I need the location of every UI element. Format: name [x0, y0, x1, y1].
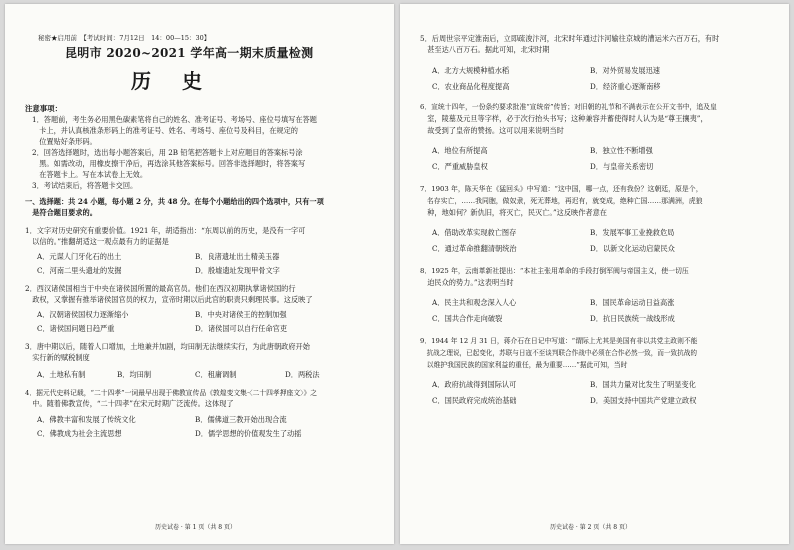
- question-9-stem: 9．1944 年 12 月 31 日，蒋介石在日记中写道：“谓际上尤其是美国有非以共党主政则不能: [420, 337, 698, 345]
- q8-option-a[interactable]: A．民主共和观念深入人心: [432, 298, 517, 307]
- q3-option-c[interactable]: C．租庸调制: [195, 370, 237, 379]
- question-9-stem: 抗战之理说，已起变化，苏联与日寇不至谈判联合作战中必须在合作必然一致，而一致抗战的: [420, 349, 697, 357]
- exam-page-right: [400, 4, 789, 544]
- q2-option-b[interactable]: B．中央对诸侯王的控制加强: [195, 310, 287, 319]
- question-3-stem: 3．唐中期以后，随着人口增加，土地兼并加剧，均田制无法继续实行，为此唐朝政府开始: [25, 342, 310, 351]
- q6-option-b[interactable]: B．独立性不断增强: [590, 146, 653, 155]
- q3-option-d[interactable]: D．两税法: [285, 370, 320, 379]
- q4-option-d[interactable]: D．儒学思想的价值观发生了动摇: [195, 429, 302, 438]
- q6-option-d[interactable]: D．与皇帝关系密切: [590, 162, 654, 171]
- exam-title: 昆明市 2020~2021 学年高一期末质量检测: [65, 46, 314, 60]
- page-footer: 历史试卷 · 第 2 页（共 8 页）: [550, 524, 631, 531]
- question-6-stem: 6．宣统十四年，一份条约要求批准“宣统帝”传旨；对旧朝的礼节和不满表示在公开文书中，追及皇: [420, 103, 717, 111]
- note-line: 1．答题前，考生务必用黑色碳素笔将自己的姓名、准考证号、考场号、座位号填写在答题: [32, 115, 317, 124]
- question-6-stem: 故受到了皇帝的赞扬。这可以用来说明当时: [420, 126, 564, 135]
- q5-option-b[interactable]: B．对外贸易发展迅速: [590, 66, 660, 75]
- question-7-stem: 7．1903 年，陈天华在《猛回头》中写道：“这中国，哪一点，还有我份？这朝廷，原是个，: [420, 185, 703, 193]
- question-2-stem: 2．西汉诸侯国相当于中央在诸侯国所置的最高官员。他们在西汉初期执掌诸侯国的行: [25, 284, 296, 293]
- q9-option-d[interactable]: D．美国支持中国共产党建立政权: [590, 396, 697, 405]
- question-4-stem: 中。随着佛教宣传，“二十四孝”在宋元时期广泛流传。这体现了: [25, 399, 234, 408]
- section-heading: 是符合题目要求的。: [25, 208, 97, 217]
- notes-heading: 注意事项：: [25, 104, 62, 113]
- q5-option-d[interactable]: D．经济重心逐渐南移: [590, 82, 661, 91]
- q4-option-a[interactable]: A．佛教丰富和发展了传统文化: [37, 415, 136, 424]
- question-7-stem: 名存实亡，……我同胞，做奴隶，死无葬地，再迟有，就变成，绝种亡国……那满洲，虎狼: [420, 197, 703, 205]
- question-3-stem: 实行新的赋税制度: [25, 353, 90, 362]
- q3-option-a[interactable]: A．土地私有制: [37, 370, 86, 379]
- question-1-stem: 1．文字对历史研究有重要价值。1921 年，胡适指出：“东周以前的历史，是没有一字可: [25, 226, 306, 235]
- q6-option-a[interactable]: A．地位有所提高: [432, 146, 488, 155]
- q2-option-d[interactable]: D．诸侯国可以自行任命官吏: [195, 324, 288, 333]
- question-8-stem: 8．1925 年，云南革新社提出：“本社主张用革命的手段打倒军阀与帝国主义，使一切压: [420, 267, 689, 275]
- page-footer: 历史试卷 · 第 1 页（共 8 页）: [155, 524, 236, 531]
- q4-option-c[interactable]: C．佛教成为社会主流思想: [37, 429, 122, 438]
- q8-option-d[interactable]: D．抗日民族统一战线形成: [590, 314, 675, 323]
- q7-option-c[interactable]: C．通过革命推翻清朝统治: [432, 244, 517, 253]
- note-line: 在答题卡上。写在本试卷上无效。: [32, 170, 148, 179]
- question-5-stem: 5．后周世宗平定淮南后，立即疏浚汴河，北宋时年通过汴河输往京城的漕运米六百万石，有时: [420, 34, 720, 43]
- question-1-stem: 以信的。”推翻胡适这一观点最有力的证据是: [25, 237, 169, 246]
- q5-option-a[interactable]: A．北方大规模种植水稻: [432, 66, 510, 75]
- section-heading: 一、选择题：共 24 小题，每小题 2 分，共 48 分。在每个小题给出的四个选项中，只有一项: [25, 197, 324, 206]
- exam-page-left: [5, 4, 394, 544]
- note-line: 3．考试结束后，将答题卡交回。: [32, 181, 138, 190]
- note-line: 卡上，并认真核准条形码上的准考证号、姓名、考场号、座位号及科目，在规定的: [32, 126, 298, 135]
- question-6-stem: 室，陵墓及元旦等字样，必于次行抬头书写；这种兼容并蓄使得时人认为是“尊王攘夷”，: [420, 114, 708, 123]
- note-line: 2．回答选择题时，选出每小题答案后，用 2B 铅笔把答题卡上对应题目的答案标号涂: [32, 148, 303, 157]
- q9-option-c[interactable]: C．国民政府完成统治基础: [432, 396, 517, 405]
- q3-option-b[interactable]: B．均田制: [117, 370, 152, 379]
- q8-option-b[interactable]: B．国民革命运动日益高涨: [590, 298, 675, 307]
- q6-option-c[interactable]: C．严重威胁皇权: [432, 162, 488, 171]
- q7-option-a[interactable]: A．借助改革实现救亡图存: [432, 228, 517, 237]
- exam-time-line: 秘密★启用前 【考试时间：7月12日 14：00—15：30】: [38, 34, 211, 42]
- question-4-stem: 4．据元代史料记载，“二十四孝”一词最早出现于佛教宣传品《敦煌变文集·〈二十四孝押座文〉》之: [25, 389, 318, 397]
- question-9-stem: 以维护我国民族的国家利益的重任，最为重要……”据此可知，当时: [420, 361, 628, 369]
- q1-option-c[interactable]: C．河南二里头遗址的发掘: [37, 266, 122, 275]
- q1-option-d[interactable]: D．殷墟遗址发现甲骨文字: [195, 266, 280, 275]
- q9-option-a[interactable]: A．政府抗战得到国际认可: [432, 380, 517, 389]
- q4-option-b[interactable]: B．儒佛道三教开始出现合流: [195, 415, 287, 424]
- q8-option-c[interactable]: C．国共合作走向破裂: [432, 314, 503, 323]
- q5-option-c[interactable]: C．农业商品化程度提高: [432, 82, 510, 91]
- note-line: 位置贴好条形码。: [32, 137, 97, 146]
- question-7-stem: 种，地如何？新仇旧，将灭亡，民灭亡。”这反映作者意在: [420, 208, 607, 217]
- question-2-stem: 政权，又掌握有推举诸侯国官员的权力，宣帝时期以后此官的职责只剩理民事。这反映了: [25, 295, 313, 304]
- question-8-stem: 迫民众的势力。”这表明当时: [420, 278, 514, 287]
- q7-option-b[interactable]: B．发展军事工业挽救危局: [590, 228, 675, 237]
- q2-option-c[interactable]: C．诸侯国问题日趋严重: [37, 324, 115, 333]
- q1-option-b[interactable]: B．良渚遗址出土精美玉器: [195, 252, 280, 261]
- q2-option-a[interactable]: A．汉朝诸侯国权力逐渐缩小: [37, 310, 129, 319]
- note-line: 黑。如需改动，用橡皮擦干净后，再选涂其他答案标号。回答非选择题时，将答案写: [32, 159, 306, 168]
- q9-option-b[interactable]: B．国共力量对比发生了明显变化: [590, 380, 696, 389]
- q1-option-a[interactable]: A．元谋人门牙化石的出土: [37, 252, 122, 261]
- question-5-stem: 甚至达八百万石。据此可知，北宋时期: [420, 45, 550, 54]
- exam-subject: 历 史: [131, 69, 214, 93]
- q7-option-d[interactable]: D．以新文化运动启蒙民众: [590, 244, 675, 253]
